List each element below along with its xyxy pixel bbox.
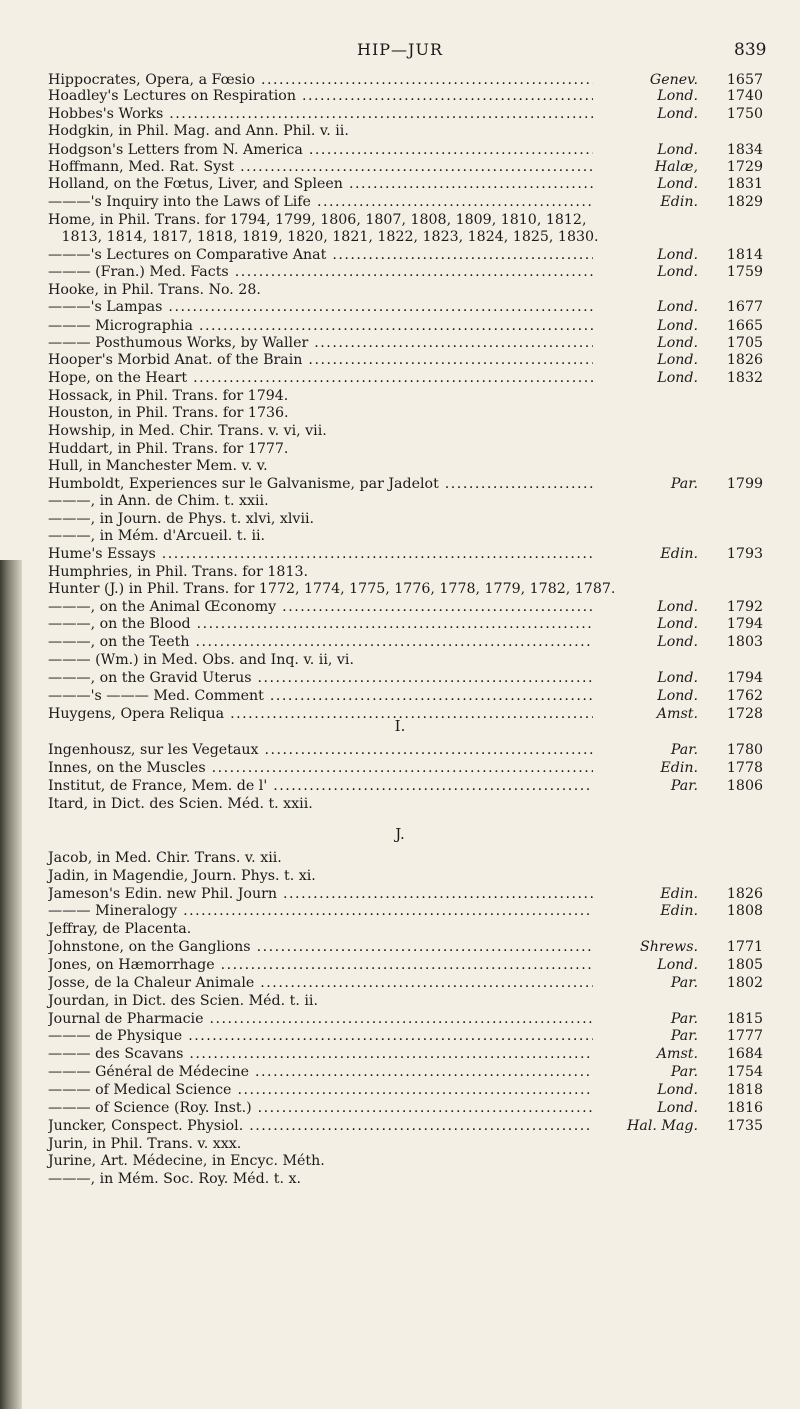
entry-place: Edin. xyxy=(660,760,698,776)
entry-title: Huddart, in Phil. Trans. for 1777. xyxy=(48,441,289,457)
index-entry xyxy=(48,72,763,89)
entry-place: Genev. xyxy=(649,72,698,88)
entry-title: Jurine, Art. Médecine, in Encyc. Méth. xyxy=(48,1153,325,1169)
index-entry xyxy=(48,850,763,867)
entry-title: Hoffmann, Med. Rat. Syst ..... xyxy=(48,159,593,176)
entry-place: Edin. xyxy=(660,886,698,902)
page-number: 839 xyxy=(734,40,767,60)
index-entry xyxy=(48,1153,763,1170)
index-entry xyxy=(48,1028,763,1045)
entry-title: ———, on the Teeth ..... xyxy=(48,634,593,651)
entry-year: 1771 xyxy=(726,939,763,955)
entry-place: Lond. xyxy=(657,106,698,122)
entry-place: Par. xyxy=(670,975,698,991)
entry-year: 1826 xyxy=(726,886,763,902)
entry-year: 1826 xyxy=(726,352,763,368)
entry-title: ———, in Ann. de Chim. t. xxii. xyxy=(48,493,269,509)
entry-year: 1802 xyxy=(726,975,763,991)
entry-place: Lond. xyxy=(657,318,698,334)
index-entry xyxy=(48,616,763,633)
index-entry xyxy=(48,1100,763,1117)
index-entry xyxy=(48,352,763,369)
entry-title: Jones, on Hæmorrhage ..... xyxy=(48,957,593,974)
entry-title: ——— des Scavans ..... xyxy=(48,1046,593,1063)
entry-title: Hoadley's Lectures on Respiration ..... xyxy=(48,88,593,105)
entry-year: 1780 xyxy=(726,742,763,758)
entry-year: 1729 xyxy=(726,159,763,175)
entry-title: Ingenhousz, sur les Vegetaux ..... xyxy=(48,742,593,759)
index-entry xyxy=(48,318,763,335)
index-entry xyxy=(48,264,763,281)
entry-title: Hodgson's Letters from N. America ..... xyxy=(48,142,593,159)
entry-year: 1777 xyxy=(726,1028,763,1044)
index-entry xyxy=(48,405,763,422)
entry-year: 1816 xyxy=(726,1100,763,1116)
entry-year: 1762 xyxy=(726,688,763,704)
entry-title: ——— de Physique ..... xyxy=(48,1028,593,1045)
page-header xyxy=(0,0,800,70)
entry-title: ———, on the Animal Œconomy ..... xyxy=(48,599,593,616)
index-entry xyxy=(48,370,763,387)
index-entry xyxy=(48,423,763,440)
entry-year: 1808 xyxy=(726,903,763,919)
entry-place: Par. xyxy=(670,1028,698,1044)
entry-title: ———'s ——— Med. Comment ..... xyxy=(48,688,593,705)
entry-title: ——— of Science (Roy. Inst.) ..... xyxy=(48,1100,593,1117)
entry-place: Par. xyxy=(670,742,698,758)
index-entry xyxy=(48,1046,763,1063)
entry-year: 1806 xyxy=(726,778,763,794)
index-entry xyxy=(48,1171,763,1188)
entry-place: Lond. xyxy=(657,1100,698,1116)
entry-year: 1750 xyxy=(726,106,763,122)
entry-year: 1778 xyxy=(726,760,763,776)
entry-place: Edin. xyxy=(660,546,698,562)
index-entry xyxy=(48,106,763,123)
entry-place: Lond. xyxy=(657,299,698,315)
entry-title: ——— Posthumous Works, by Waller ..... xyxy=(48,335,593,352)
entry-title: Jeffray, de Placenta. xyxy=(48,921,192,937)
entry-title: Jacob, in Med. Chir. Trans. v. xii. xyxy=(48,850,282,866)
index-entry xyxy=(48,511,763,528)
entry-year: 1799 xyxy=(726,476,763,492)
entry-place: Lond. xyxy=(657,1082,698,1098)
entry-title: Hobbes's Works ..... xyxy=(48,106,593,123)
entry-place: Par. xyxy=(670,1011,698,1027)
entry-title: Howship, in Med. Chir. Trans. v. vi, vii. xyxy=(48,423,327,439)
index-entry xyxy=(48,903,763,920)
entry-year: 1677 xyxy=(726,299,763,315)
index-entry xyxy=(48,975,763,992)
index-entry xyxy=(48,528,763,545)
entry-title: Journal de Pharmacie ..... xyxy=(48,1011,593,1028)
index-entry xyxy=(48,957,763,974)
entry-title: ———, on the Gravid Uterus ..... xyxy=(48,670,593,687)
entry-year: 1803 xyxy=(726,634,763,650)
index-entry xyxy=(48,688,763,705)
entry-title: Josse, de la Chaleur Animale ..... xyxy=(48,975,593,992)
entry-title: Hooper's Morbid Anat. of the Brain ..... xyxy=(48,352,593,369)
index-entry xyxy=(48,335,763,352)
entry-year: 1728 xyxy=(726,706,763,722)
entry-place: Lond. xyxy=(657,352,698,368)
entry-place: Amst. xyxy=(656,1046,698,1062)
entry-place: Lond. xyxy=(657,599,698,615)
index-entry xyxy=(48,796,763,813)
entry-place: Lond. xyxy=(657,176,698,192)
entry-title: ———, on the Blood ..... xyxy=(48,616,593,633)
entry-year: 1792 xyxy=(726,599,763,615)
entry-title: Home, in Phil. Trans. for 1794, 1799, 1806, 1807, 1808, 1809, 1810, 1812, xyxy=(48,212,587,228)
index-entry xyxy=(48,1064,763,1081)
entry-title: Jadin, in Magendie, Journ. Phys. t. xi. xyxy=(48,868,316,884)
entry-year: 1829 xyxy=(726,194,763,210)
running-head: HIP—JUR xyxy=(357,40,443,59)
index-entry xyxy=(48,159,763,176)
entry-year: 1794 xyxy=(726,616,763,632)
entry-place: Par. xyxy=(670,476,698,492)
entry-title: ———, in Mém. Soc. Roy. Méd. t. x. xyxy=(48,1171,302,1187)
entry-year: 1705 xyxy=(726,335,763,351)
index-entry xyxy=(48,282,763,299)
index-entry xyxy=(48,581,763,598)
entry-title: Humboldt, Experiences sur le Galvanisme, par Jadelot ..... xyxy=(48,476,593,493)
entry-title: Innes, on the Muscles ..... xyxy=(48,760,593,777)
index-entry xyxy=(48,634,763,651)
entry-title: Hodgkin, in Phil. Mag. and Ann. Phil. v. ii. xyxy=(48,123,349,139)
entry-title: ———, in Journ. de Phys. t. xlvi, xlvii. xyxy=(48,511,315,527)
entry-title: Juncker, Conspect. Physiol. ..... xyxy=(48,1118,593,1135)
entry-place: Amst. xyxy=(656,706,698,722)
index-entry xyxy=(48,670,763,687)
entry-title: ———'s Inquiry into the Laws of Life ..... xyxy=(48,194,593,211)
entry-title: Jurin, in Phil. Trans. v. xxx. xyxy=(48,1136,242,1152)
index-entry xyxy=(48,194,763,211)
index-entry xyxy=(48,123,763,140)
entry-title: Hunter (J.) in Phil. Trans. for 1772, 1774, 1775, 1776, 1778, 1779, 1782, 1787. xyxy=(48,581,616,597)
index-entry xyxy=(48,1082,763,1099)
entry-year: 1805 xyxy=(726,957,763,973)
entry-year: 1814 xyxy=(726,247,763,263)
entry-place: Halæ, xyxy=(654,159,698,175)
index-entry xyxy=(48,299,763,316)
index-entry xyxy=(48,599,763,616)
entry-year: 1793 xyxy=(726,546,763,562)
entry-title: Itard, in Dict. des Scien. Méd. t. xxii. xyxy=(48,796,313,812)
entry-place: Lond. xyxy=(657,634,698,650)
entry-title: Hossack, in Phil. Trans. for 1794. xyxy=(48,388,289,404)
entry-title: ——— Mineralogy ..... xyxy=(48,903,593,920)
entry-title: ——— (Fran.) Med. Facts ..... xyxy=(48,264,593,281)
entry-year: 1684 xyxy=(726,1046,763,1062)
entry-title: Hull, in Manchester Mem. v. v. xyxy=(48,458,268,474)
entry-place: Lond. xyxy=(657,670,698,686)
entry-title: Johnstone, on the Ganglions ..... xyxy=(48,939,593,956)
entry-place: Lond. xyxy=(657,264,698,280)
index-entry xyxy=(48,868,763,885)
index-entry xyxy=(48,778,763,795)
entry-title: Huygens, Opera Reliqua ..... xyxy=(48,706,593,723)
entry-year: 1832 xyxy=(726,370,763,386)
index-entry xyxy=(48,886,763,903)
entry-title: Humphries, in Phil. Trans. for 1813. xyxy=(48,564,309,580)
entry-year: 1834 xyxy=(726,142,763,158)
entry-place: Lond. xyxy=(657,370,698,386)
entry-title: Hope, on the Heart ..... xyxy=(48,370,593,387)
section-letter: J. xyxy=(395,825,405,843)
entry-place: Edin. xyxy=(660,194,698,210)
section-letter: I. xyxy=(394,717,406,735)
entry-title: Hume's Essays ..... xyxy=(48,546,593,563)
entry-place: Lond. xyxy=(657,335,698,351)
entry-title: Jourdan, in Dict. des Scien. Méd. t. ii. xyxy=(48,993,318,1009)
entry-year: 1657 xyxy=(726,72,763,88)
index-entry xyxy=(48,1136,763,1153)
entry-title: Hooke, in Phil. Trans. No. 28. xyxy=(48,282,261,298)
entry-place: Edin. xyxy=(660,903,698,919)
index-entry xyxy=(48,441,763,458)
entry-place: Lond. xyxy=(657,616,698,632)
entry-place: Lond. xyxy=(657,247,698,263)
entry-title: ———'s Lampas ..... xyxy=(48,299,593,316)
entry-year: 1665 xyxy=(726,318,763,334)
entry-title: Houston, in Phil. Trans. for 1736. xyxy=(48,405,289,421)
entry-title: ——— Micrographia ..... xyxy=(48,318,593,335)
index-entry xyxy=(48,993,763,1010)
entry-place: Lond. xyxy=(657,88,698,104)
entry-place: Lond. xyxy=(657,957,698,973)
index-entry xyxy=(48,652,763,669)
entry-year: 1831 xyxy=(726,176,763,192)
entry-year: 1754 xyxy=(726,1064,763,1080)
index-entry xyxy=(48,476,763,493)
entry-title: 1813, 1814, 1817, 1818, 1819, 1820, 1821, 1822, 1823, 1824, 1825, 1830. xyxy=(48,229,599,245)
entry-title: ———'s Lectures on Comparative Anat ..... xyxy=(48,247,593,264)
entry-title: ——— of Medical Science ..... xyxy=(48,1082,593,1099)
entry-year: 1735 xyxy=(726,1118,763,1134)
index-entry xyxy=(48,760,763,777)
entry-title: ——— Général de Médecine ..... xyxy=(48,1064,593,1081)
entry-place: Par. xyxy=(670,1064,698,1080)
entry-title: Holland, on the Fœtus, Liver, and Spleen ..... xyxy=(48,176,593,193)
entry-year: 1815 xyxy=(726,1011,763,1027)
index-entry xyxy=(48,921,763,938)
index-entry xyxy=(48,142,763,159)
entry-title: Hippocrates, Opera, a Fœsio ..... xyxy=(48,72,593,89)
entry-place: Hal. Mag. xyxy=(627,1118,698,1134)
entry-year: 1794 xyxy=(726,670,763,686)
index-entry xyxy=(48,493,763,510)
entry-year: 1740 xyxy=(726,88,763,104)
index-entry xyxy=(48,1011,763,1028)
index-entry xyxy=(48,546,763,563)
entry-title: Jameson's Edin. new Phil. Journ ..... xyxy=(48,886,593,903)
entry-title: ——— (Wm.) in Med. Obs. and Inq. v. ii, vi. xyxy=(48,652,354,668)
index-entry xyxy=(48,742,763,759)
index-entry xyxy=(48,1118,763,1135)
index-entry xyxy=(48,458,763,475)
index-entry xyxy=(48,247,763,264)
entry-title: ———, in Mém. d'Arcueil. t. ii. xyxy=(48,528,266,544)
index-entry xyxy=(48,939,763,956)
entry-place: Shrews. xyxy=(640,939,698,955)
entry-year: 1818 xyxy=(726,1082,763,1098)
index-entry xyxy=(48,564,763,581)
index-entry xyxy=(48,88,763,105)
entry-place: Lond. xyxy=(657,142,698,158)
index-entry xyxy=(48,212,763,229)
index-entry xyxy=(48,229,763,246)
entry-year: 1759 xyxy=(726,264,763,280)
entry-place: Lond. xyxy=(657,688,698,704)
index-entry xyxy=(48,176,763,193)
entry-title: Institut, de France, Mem. de l' ..... xyxy=(48,778,593,795)
entry-place: Par. xyxy=(670,778,698,794)
page-binding-edge xyxy=(0,560,22,1409)
index-entry xyxy=(48,388,763,405)
